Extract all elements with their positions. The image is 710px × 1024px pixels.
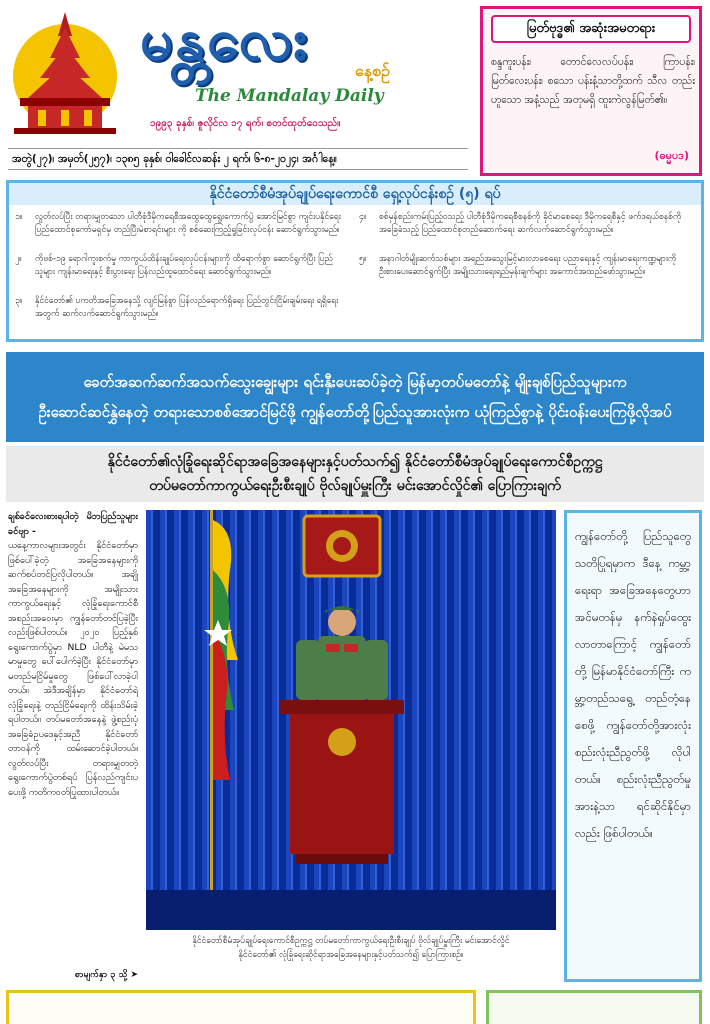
- buddha-teaching-source: (ဓမ္မပဒ): [654, 149, 689, 162]
- photo-caption: [146, 934, 556, 974]
- speech-quote-text: ကျွန်တော်တို့ ပြည်သူတွေ သတိပြုရမှာက ဒီနေ့ ကမ္ဘာ့ရေးရာ အခြေအနေတွေဟာ အင်မတန်မှ နက်နဲရှုပ်ထွေး လာတာကြောင့် ကျွန်တော်တို့ မြန်မာနိုင်ငံတော်ကြီး ကမ္ဘာ့တည်သရွေ့ တည်တံ့နေစေဖို့ ကျွန်တော်တို့အားလုံး စည်းလုံးညီညွတ်ဖို့ လိုပါတယ်။ စည်းလုံးညီညွတ်မှုအားနဲ့သာ ရင်ဆိုင်နိုင်မှာလည်း ဖြစ်ပါတယ်။: [575, 529, 691, 840]
- objectives-box: [6, 180, 704, 342]
- issue-info: အတွဲ(၂၇)၊ အမှတ်(၂၅၇)၊ ၁၃၈၅ ခုနှစ်၊ ဝါခေါင်လဆန်း ၂ ရက်၊ ၆-၈-၂၀၂၄၊ အင်္ဂါနေ့။: [8, 148, 468, 170]
- objective-number: ၃။: [15, 296, 23, 306]
- photo-caption-line-1: နိုင်ငံတော်စီမံအုပ်ချုပ်ရေးကောင်စီဥက္ကဋ္ဌ တပ်မတော်ကာကွယ်ရေးဦးစီးချုပ် ဗိုလ်ချုပ်မှူးကြီး မင်းအောင်လှိုင်: [192, 936, 510, 946]
- speech-quote-box: [564, 510, 702, 982]
- newspaper-logo: [6, 6, 124, 156]
- objective-number: ၁။: [15, 212, 23, 222]
- subheadline-line-1: နိုင်ငံတော်၏လုံခြုံရေးဆိုင်ရာအခြေအနေများနှင့်ပတ်သက်၍ နိုင်ငံတော်စီမံအုပ်ချုပ်ရေးကောင်စီဥက္ကဋ္ဌ: [107, 454, 603, 470]
- objective-item: [15, 211, 345, 237]
- objectives-title: နိုင်ငံတော်စီမံအုပ်ချုပ်ရေးကောင်စီ ရှေ့လုပ်ငန်းစဉ် (၅) ရပ်: [9, 183, 701, 205]
- sub-headline: [6, 446, 704, 502]
- masthead-english-title: The Mandalay Daily: [195, 86, 384, 106]
- masthead-title: မန္တလေး: [140, 5, 310, 73]
- headline-line-1: ခေတ်အဆက်ဆက်အသက်သွေးချွေးများ ရင်းနှီးပေးဆပ်ခဲ့တဲ့ မြန်မာ့တပ်မတော်နဲ့ မျိုးချစ်ပြည်သူများက: [83, 373, 627, 391]
- buddha-teaching-text: စန္ဒကူးပန်း၊ တောင်လေလပ်ပန်း၊ ကြာပန်း၊ မြတ်လေးပန်း၊ စသော ပန်းနံ့သာတို့ထက် သီလ တည်းဟူသော အနံ့သည် အတုမရှိ ထူးကဲလွန်မြတ်၏။: [491, 56, 695, 106]
- article-text: ယနေ့ကာလများအတွင်း နိုင်ငံတော်မှာ ဖြစ်ပေါ်ခဲ့တဲ့ အခြေအနေများကို ဆက်စပ်တင်ပြလိုပါတယ်။ အချို့အခြေအနေများကို အမျိုးသားကာကွယ်ရေးနှင့် လုံခြုံရေးကောင်စီ အစည်းအဝေးမှာ ကျွန်တော်တင်ပြခဲ့ပြီးလည်းဖြစ်ပါတယ်။ ၂၀၂၀ ပြည့်နှစ် ရွေးကောက်ပွဲမှာ NLD ပါတီနဲ့ မဲမသမာမှုတွေ ပေါ်ပေါက်ခဲ့ပြီး နိုင်ငံတော်မှာ မတည်မငြိမ်မှုတွေ ဖြစ်ပေါ်လာခဲ့ပါတယ်။ အဲဒီအချိန်မှာ နိုင်ငံတော်ရဲ့ လုံခြုံရေးနဲ့ တည်ငြိမ်ရေးကို ထိန်းသိမ်းခဲ့ရပါတယ်။ တပ်မတော်အနေနဲ့ ဖွဲ့စည်းပုံအခြေခံဥပဒေနှင့်အညီ နိုင်ငံတော်တာဝန်ကို ထမ်းဆောင်ခဲ့ပါတယ်။ လွတ်လပ်ပြီး တရားမျှတတဲ့ ရွေးကောက်ပွဲတစ်ရပ် ပြန်လည်ကျင်းပပေးဖို့ ကတိကဝတ်ပြုထားပါတယ်။: [8, 540, 138, 798]
- objective-item: [359, 253, 695, 279]
- main-headline: [6, 352, 704, 442]
- headline-line-2: ဦးဆောင်ဆင်နွှဲနေတဲ့ တရားသောစစ်အောင်မြင်ဖို့ ကျွန်တော်တို့ပြည်သူအားလုံးက ယုံကြည်စွာနဲ့ ပိုင်းဝန်းပေးကြဖို့လိုအပ်: [38, 403, 672, 421]
- article-intro: ချစ်ခင်လေးစားရပါတဲ့ မိဘပြည်သူများ ခင်ဗျာ -: [8, 511, 138, 537]
- objective-item: [359, 211, 695, 237]
- objective-number: ၂။: [15, 254, 22, 264]
- article-body: [8, 510, 138, 982]
- subheadline-line-2: တပ်မတော်ကာကွယ်ရေးဦးစီးချုပ် ဗိုလ်ချုပ်မှူးကြီး မင်းအောင်လှိုင်၏ ပြောကြားချက်: [149, 478, 561, 494]
- objective-number: ၄။: [359, 212, 367, 222]
- masthead-subtitle: နေ့စဉ်: [355, 61, 390, 80]
- photo-caption-line-2: နိုင်ငံတော်၏ လုံခြုံရေးဆိုင်ရာအခြေအနေများနှင့်ပတ်သက်၍ ပြောကြားစဉ်။: [238, 950, 464, 960]
- buddha-teaching-title: မြတ်ဗုဒ္ဓ၏ အဆုံးအမတရား: [491, 15, 691, 43]
- objective-item: [15, 295, 345, 321]
- objective-text: ကိုဗစ်-၁၉ ရောဂါကူးစက်မှု ကာကွယ်ထိန်းချုပ်ရေးလုပ်ငန်းများကို ထိရောက်စွာ ဆောင်ရွက်ပြီး ပြည်သူများ ကျန်းမာရေးနှင့် စီးပွားရေး ပြန်လည်ထူထောင်ရေး ဆောင်ရွက်သွားမည်။: [35, 254, 333, 277]
- buddha-teaching-box: [480, 6, 702, 176]
- objective-text: စစ်မှန်စည်းကမ်းပြည့်ဝသည့် ပါတီစုံဒီမိုကရေစီစနစ်ကို ခိုင်မာစေရေး ဒီမိုကရေစီနှင့် ဖက်ဒရယ်စနစ်ကို အခြေခံသည့် ပြည်ထောင်စုတည်ဆောက်ရေး ဆက်လက်ဆောင်ရွက်သွားမည်။: [379, 212, 682, 235]
- continued-link[interactable]: စာမျက်နှာ ၃ သို့ ➤: [74, 969, 138, 980]
- masthead-tagline: ၁၉၉၃ ခုနှစ်၊ ဇူလိုင်လ ၁၇ ရက်၊ စတင်ထုတ်ဝေသည်။: [150, 118, 341, 129]
- bottom-left-box: [6, 990, 476, 1024]
- objective-text: အနာဂါတ်မျိုးဆက်သစ်များ အရည်အသွေးမြင့်မားလာစေရေး ပညာရေးနှင့် ကျန်းမာရေးကဏ္ဍများကို ဦးစားပေးဆောင်ရွက်ပြီး အမျိုးသားရေးရည်မှန်းချက်များ အကောင်အထည်ဖော်သွားမည်။: [379, 254, 677, 277]
- speech-photo: [146, 510, 556, 930]
- bottom-right-box: [486, 990, 702, 1024]
- objective-item: [15, 253, 345, 279]
- objective-number: ၅။: [359, 254, 367, 264]
- objective-text: လွတ်လပ်ပြီး တရားမျှတသော ပါတီစုံဒီမိုကရေစီအထွေထွေရွေးကောက်ပွဲ အောင်မြင်စွာ ကျင်းပနိုင်ရေး ပြည်ထောင်စုကော်မရှင်မှ တည်ပြီးမဲစာရင်းများ ကို စစ်ဆေးကြည့်ရှုခြင်းလုပ်ငန်း ဆောင်ရွက်သွားမည်။: [35, 212, 341, 235]
- objective-text: နိုင်ငံတော်၏ ပကတိအခြေအနေသို့ လျင်မြန်စွာ ပြန်လည်ရောက်ရှိရေး ပြည်တွင်းငြိမ်းချမ်းရေး ရရှိရေးအတွက် ဆက်လက်ဆောင်ရွက်သွားမည်။: [35, 296, 339, 319]
